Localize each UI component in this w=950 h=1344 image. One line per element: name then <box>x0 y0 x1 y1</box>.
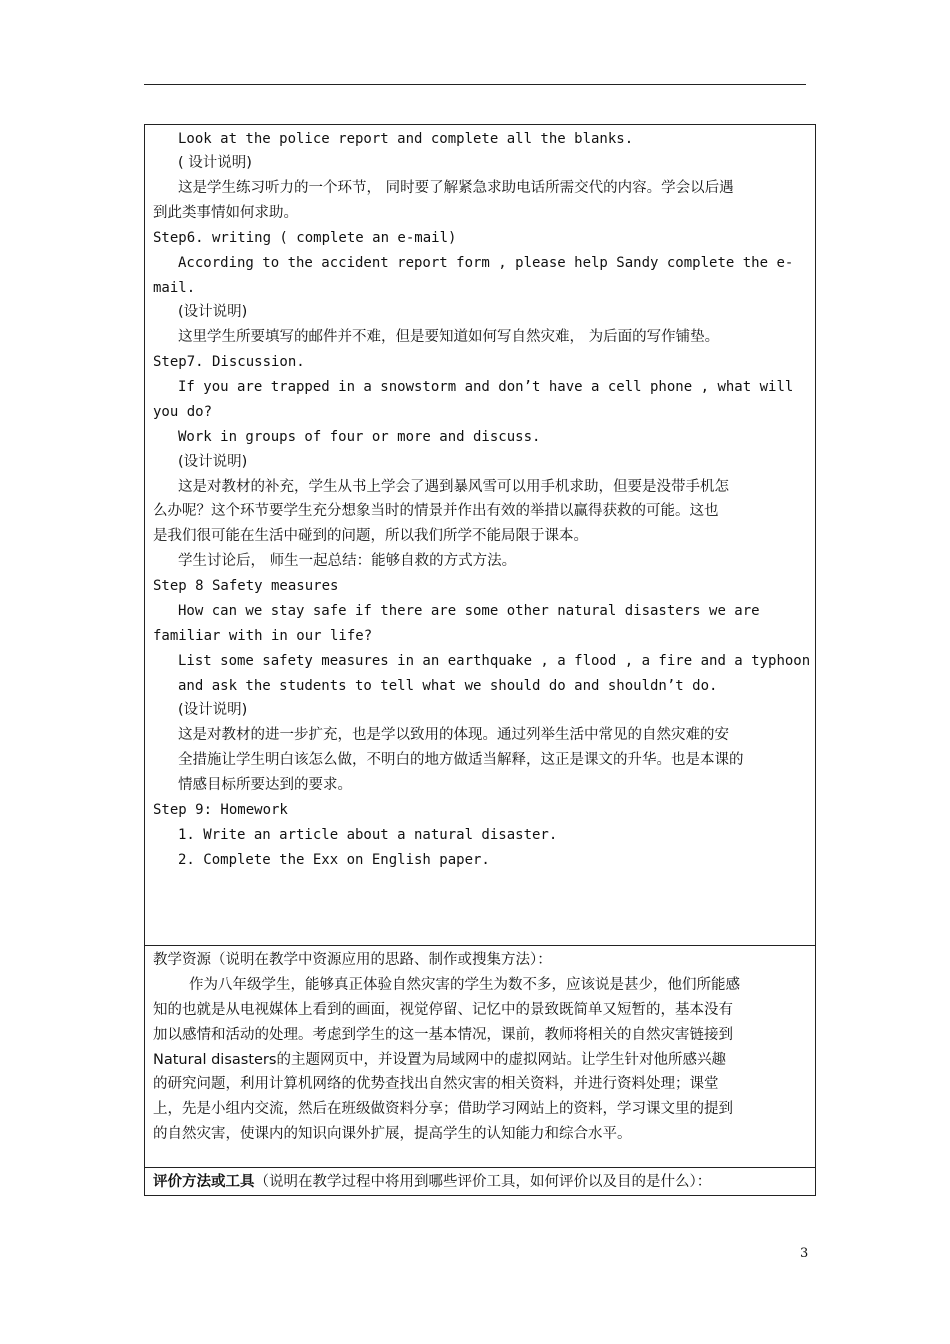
text-line: According to the accident report form , please help Sandy complete the e- <box>178 255 794 271</box>
text-line: 上，先是小组内交流，然后在班级做资料分享；借助学习网站上的资料，学习课文里的提到 <box>153 1101 733 1117</box>
text-line: 么办呢？这个环节要学生充分想象当时的情景并作出有效的举措以赢得获救的可能。这也 <box>153 503 719 519</box>
text-line: Step 9: Homework <box>153 802 288 818</box>
text-line: mail. <box>153 280 196 296</box>
text-line: Look at the police report and complete all the blanks. <box>178 131 634 147</box>
text-line: 这是对教材的进一步扩充，也是学以致用的体现。通过列举生活中常见的自然灾难的安 <box>178 727 729 743</box>
text-line: 的自然灾害，使课内的知识向课外扩展，提高学生的认知能力和综合水平。 <box>153 1126 632 1142</box>
text-line: Natural disasters的主题网页中，并设置为局域网中的虚拟网站。让学生针对他所感兴趣 <box>153 1052 726 1068</box>
text-line: and ask the students to tell what we should do and shouldn’t do. <box>178 678 718 694</box>
text-line: 情感目标所要达到的要求。 <box>178 777 352 793</box>
text-line: How can we stay safe if there are some other natural disasters we are <box>178 603 760 619</box>
text-line: Step7. Discussion. <box>153 354 305 370</box>
text-line: 全措施让学生明白该怎么做，不明白的地方做适当解释，这正是课文的升华。也是本课的 <box>178 752 744 768</box>
text-line: 这里学生所要填写的邮件并不难，但是要知道如何写自然灾难， 为后面的写作铺垫。 <box>178 329 720 345</box>
evaluation-description: （说明在教学过程中将用到哪些评价工具，如何评价以及目的是什么）： <box>254 1174 712 1190</box>
evaluation-title: 评价方法或工具 <box>153 1174 255 1190</box>
text-line: If you are trapped in a snowstorm and don’t have a cell phone , what will <box>178 379 794 395</box>
evaluation-heading <box>153 1172 711 1192</box>
text-line: 知的也就是从电视媒体上看到的画面，视觉停留、记忆中的景致既简单又短暂的，基本没有 <box>153 1002 733 1018</box>
text-line: Work in groups of four or more and discuss. <box>178 429 541 445</box>
text-line: 这是学生练习听力的一个环节， 同时要了解紧急求助电话所需交代的内容。学会以后遇 <box>178 180 734 196</box>
text-line: 的研究问题，利用计算机网络的优势查找出自然灾害的相关资料，并进行资料处理；课堂 <box>153 1076 719 1092</box>
text-line: 这是对教材的补充，学生从书上学会了遇到暴风雪可以用手机求助，但要是没带手机怎 <box>178 479 729 495</box>
text-line: (设计说明) <box>178 304 248 320</box>
text-line: ( 设计说明) <box>178 155 252 171</box>
text-line: 作为八年级学生，能够真正体验自然灾害的学生为数不多，应该说是甚少，他们所能感 <box>189 977 740 993</box>
text-line: 到此类事情如何求助。 <box>153 205 298 221</box>
text-line: List some safety measures in an earthquake , a flood , a fire and a typhoon <box>178 653 811 669</box>
teaching-process-cell <box>144 124 816 946</box>
section-heading: 教学资源（说明在教学中资源应用的思路、制作或搜集方法）： <box>153 952 552 968</box>
page-number: 3 <box>800 1246 809 1261</box>
evaluation-cell <box>144 1168 816 1196</box>
text-line: 2. Complete the Exx on English paper. <box>178 852 490 868</box>
text-line: 1. Write an article about a natural disaster. <box>178 827 558 843</box>
text-line: Step6. writing ( complete an e-mail) <box>153 230 457 246</box>
text-line: 是我们很可能在生活中碰到的问题，所以我们所学不能局限于课本。 <box>153 528 588 544</box>
text-line: you do? <box>153 404 213 420</box>
text-line: familiar with in our life? <box>153 628 373 644</box>
text-line: 学生讨论后， 师生一起总结：能够自救的方式方法。 <box>178 553 517 569</box>
text-line: (设计说明) <box>178 454 248 470</box>
header-rule <box>144 84 806 85</box>
text-line: 加以感情和活动的处理。考虑到学生的这一基本情况，课前，教师将相关的自然灾害链接到 <box>153 1027 733 1043</box>
text-line: (设计说明) <box>178 702 248 718</box>
teaching-resources-cell <box>144 946 816 1168</box>
text-line: Step 8 Safety measures <box>153 578 339 594</box>
